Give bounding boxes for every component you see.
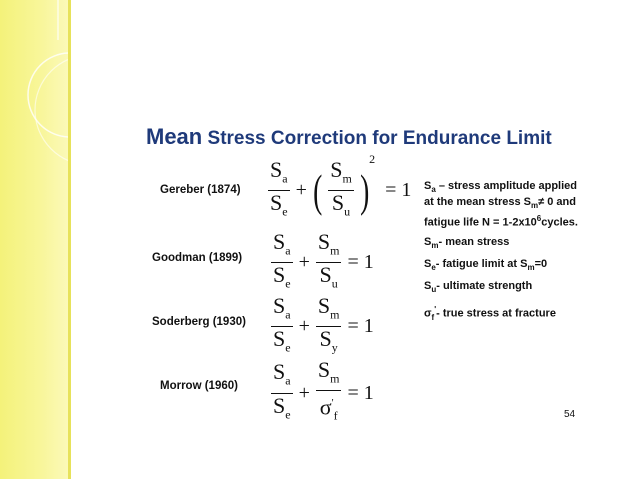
fraction-sm-su: $\frac{S_m}{S_u}$ bbox=[330, 157, 352, 219]
symbol-definitions bbox=[424, 180, 584, 329]
decorative-sidebar bbox=[0, 0, 68, 479]
sidebar-border bbox=[68, 0, 71, 479]
title-rest: Stress Correction for Endurance Limit bbox=[202, 128, 552, 149]
equation-gerber: $\frac{S_a}{S_e}$ + ( $\frac{S_m}{S_u}$ ) 2 = 1 bbox=[265, 158, 414, 224]
equation-soderberg: $\frac{S_a}{S_e}$ + $\frac{S_m}{S_y}$ = 1 bbox=[273, 293, 374, 355]
law-label-gerber: Gereber (1874) bbox=[160, 184, 241, 196]
definition-sigma-f: $\sigma_f'-$ true stress at fracture bbox=[424, 304, 556, 322]
law-label-soderberg: Soderberg (1930) bbox=[152, 316, 246, 328]
sidebar-curves bbox=[0, 0, 68, 479]
title-word-mean: Mean bbox=[146, 124, 203, 149]
fraction-sa-se: $\frac{S_a}{S_e}$ bbox=[270, 157, 288, 219]
page-number: 54 bbox=[564, 409, 576, 420]
definition-sa: $S_a$ – stress amplitude applied at the mean stress $S_m\ne 0$ and fatigue life $N = 1-2x10^6cycles$. bbox=[424, 180, 578, 230]
slide-title bbox=[146, 124, 552, 150]
law-label-morrow: Morrow (1960) bbox=[160, 380, 238, 392]
law-label-goodman: Goodman (1899) bbox=[152, 252, 243, 264]
definition-se: $S_e-$ fatigue limit at $S_m=0$ bbox=[424, 258, 548, 273]
equation-goodman: $\frac{S_a}{S_e}$ + $\frac{S_m}{S_u}$ = 1 bbox=[273, 229, 374, 291]
equation-morrow: $\frac{S_a}{S_e}$ + $\frac{S_m}{\sigma'_f}$ = 1 bbox=[273, 357, 374, 424]
definition-su: $S_u-$ ultimate strength bbox=[424, 280, 533, 295]
definition-sm: $S_m-$ mean stress bbox=[424, 236, 510, 251]
